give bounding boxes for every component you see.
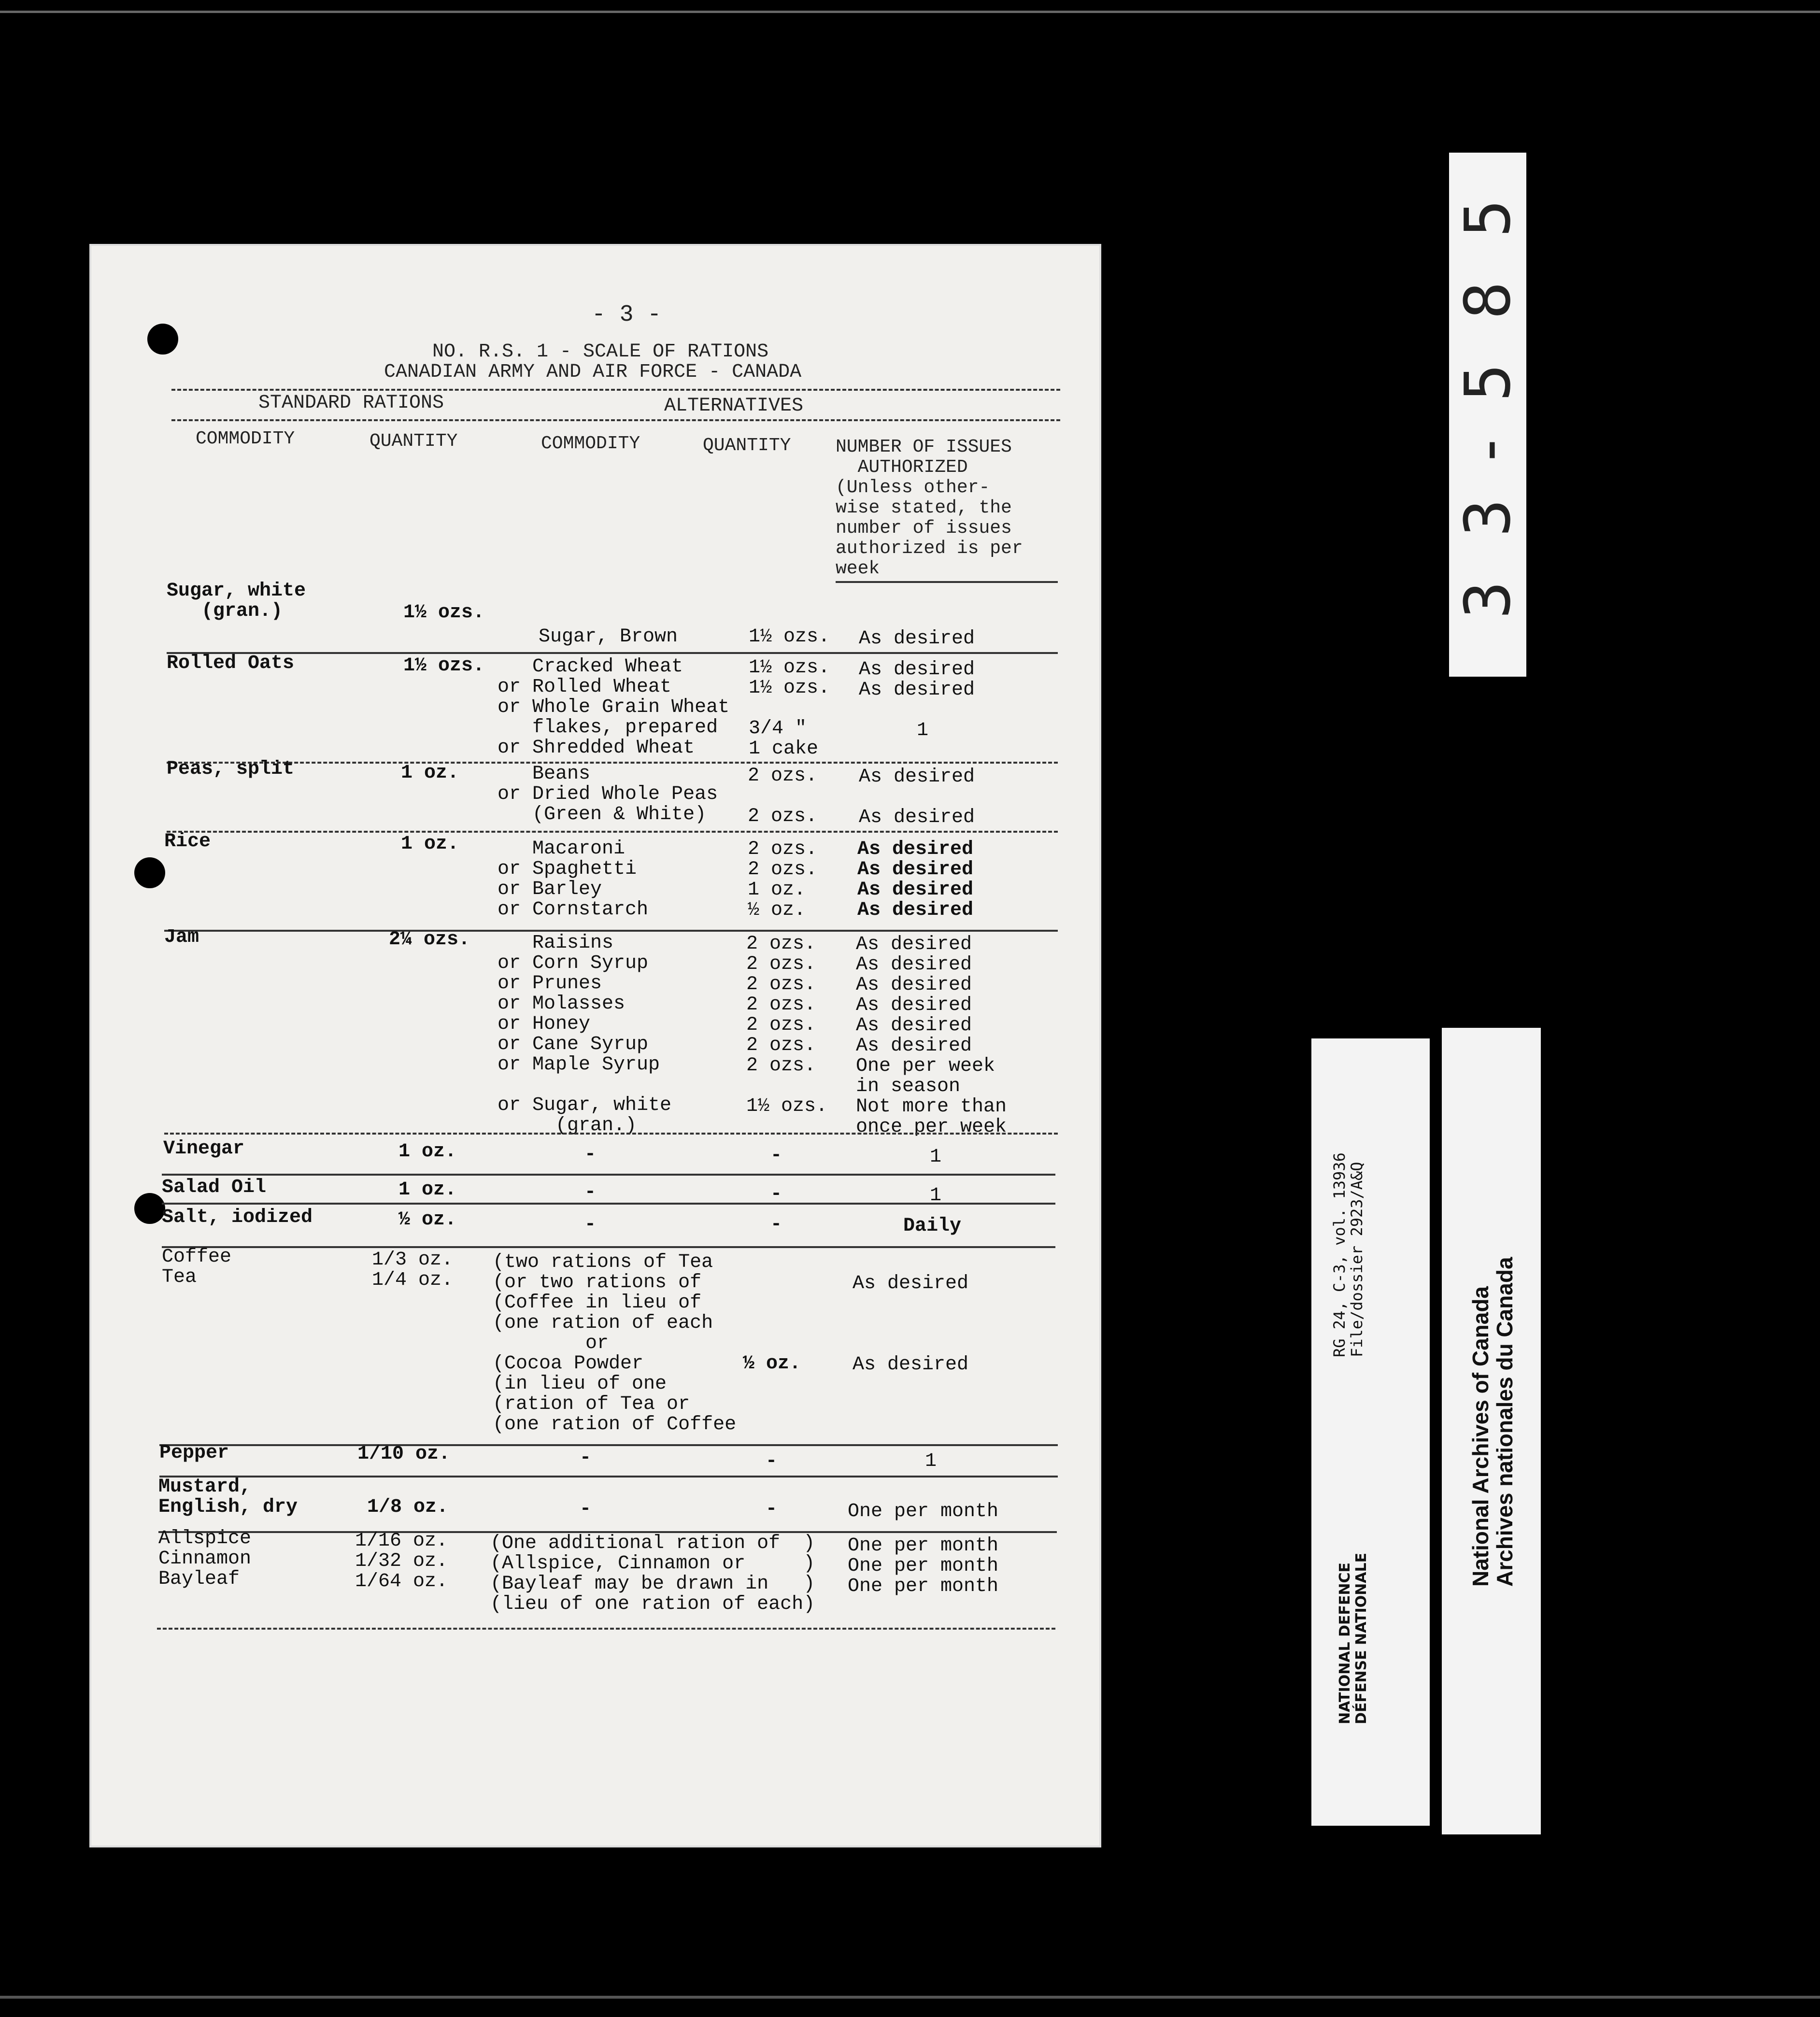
row-commodity: Peas, split [167, 758, 295, 780]
row-alt: (two rations of Tea (or two rations of (Coffee in lieu of (one ration of each or (Cocoa Powder (in lieu of one (ration of Tea or (one ration of Coffee [493, 1251, 737, 1435]
row-quantity: 1/8 oz. [367, 1496, 449, 1518]
row-quantity: 1 oz. [401, 833, 459, 855]
row-alt-qty: - [770, 1214, 782, 1236]
archive-reference-label [1311, 1038, 1430, 1826]
row-alt-qty: 2 ozs. 2 ozs. [748, 765, 818, 827]
row-commodity: Pepper [159, 1442, 229, 1464]
row-issues: 1 [930, 1185, 942, 1207]
row-alt: - [584, 1214, 597, 1236]
row-issues: Daily [903, 1215, 962, 1237]
divider [167, 652, 1058, 654]
row-quantity: 2¼ ozs. [389, 929, 470, 951]
row-issues: As desired As desired [853, 1273, 969, 1376]
row-quantity: 1 oz. [401, 762, 459, 784]
divider [162, 1246, 1055, 1248]
reference-line-1: RG 24, C-3, vol. 13936 [1330, 1152, 1349, 1357]
divider [164, 1133, 1058, 1135]
row-alt: Sugar, Brown [539, 626, 678, 648]
row-quantity: 1½ ozs. [403, 655, 485, 677]
alternatives-heading: ALTERNATIVES [664, 395, 804, 417]
row-commodity: Salt, iodized [162, 1207, 313, 1228]
row-alt: - [580, 1498, 592, 1520]
archives-name [1468, 1257, 1517, 1587]
row-alt-qty: - [766, 1498, 778, 1520]
row-commodity: Sugar, white (gran.) [167, 580, 306, 622]
row-quantity: 1/3 oz. 1/4 oz. [372, 1249, 454, 1291]
divider [157, 1628, 1055, 1630]
film-edge-top [0, 11, 1820, 13]
title-line-2: CANADIAN ARMY AND AIR FORCE - CANADA [384, 361, 802, 383]
punch-hole [134, 1193, 165, 1224]
divider [171, 389, 1060, 391]
film-edge-bottom [0, 1996, 1820, 1999]
frame-digit: 8 [1451, 281, 1524, 320]
divider [162, 1203, 1055, 1205]
frame-digit: 5 [1451, 363, 1524, 402]
archives-name-fr: Archives nationales du Canada [1492, 1257, 1517, 1587]
frame-digit: 5 [1451, 199, 1524, 238]
department-name [1337, 1553, 1370, 1724]
row-alt: Beans or Dried Whole Peas (Green & White) [498, 763, 718, 825]
row-alt-qty: - [770, 1183, 782, 1205]
punch-hole [134, 857, 165, 888]
archive-reference [1331, 1152, 1365, 1357]
standard-rations-heading: STANDARD RATIONS [258, 392, 444, 414]
col-quantity: QUANTITY [370, 431, 458, 452]
department-fr: DÉFENSE NATIONALE [1353, 1552, 1370, 1724]
punch-hole [147, 324, 178, 355]
row-alt: - [584, 1144, 597, 1165]
divider [159, 1444, 1058, 1446]
row-alt: Raisins or Corn Syrup or Prunes or Molasses or Honey or Cane Syrup or Maple Syrup or Sugar, white (gran.) [498, 932, 672, 1136]
row-issues: As desired As desired As desired As desired [857, 838, 974, 921]
row-alt: Cracked Wheat or Rolled Wheat or Whole Grain Wheat flakes, prepared or Shredded Wheat [498, 656, 730, 759]
row-commodity: Allspice Cinnamon Bayleaf [158, 1528, 252, 1590]
col-issues: NUMBER OF ISSUES AUTHORIZED (Unless other- wise stated, the number of issues authorized is per week [836, 437, 1023, 579]
frame-digit: - [1451, 431, 1524, 469]
frame-number-strip [1449, 153, 1526, 677]
row-alt-qty: 1½ ozs. [749, 626, 830, 648]
row-alt-qty: 2 ozs. 2 ozs. 1 oz. ½ oz. [748, 838, 818, 921]
frame-digit: 3 [1451, 581, 1524, 619]
divider [167, 831, 1058, 833]
row-alt-qty: ½ oz. [743, 1353, 801, 1375]
row-alt: Macaroni or Spaghetti or Barley or Cornstarch [498, 838, 649, 921]
row-issues: One per month One per month One per month [848, 1535, 999, 1597]
row-commodity: Rolled Oats [167, 653, 295, 674]
row-commodity: Jam [164, 926, 199, 948]
department-en: NATIONAL DEFENCE [1337, 1562, 1353, 1724]
row-alt: (One additional ration of ) (Allspice, Cinnamon or ) (Bayleaf may be drawn in ) (lieu of one ration of each) [490, 1533, 815, 1615]
row-alt-qty: 2 ozs. 2 ozs. 2 ozs. 2 ozs. 2 ozs. 2 ozs. 2 ozs. 1½ ozs. [746, 933, 828, 1117]
divider [164, 930, 1058, 932]
row-alt-qty: 1½ ozs. 1½ ozs. 3/4 " 1 cake [749, 657, 830, 760]
row-quantity: 1/16 oz. 1/32 oz. 1/64 oz. [355, 1530, 448, 1592]
row-issues: As desired As desired [859, 766, 975, 828]
col-commodity: COMMODITY [196, 428, 295, 449]
col-alt-quantity: QUANTITY [703, 435, 791, 456]
row-issues: As desired [859, 628, 975, 650]
title-line-1: NO. R.S. 1 - SCALE OF RATIONS [432, 341, 769, 363]
row-quantity: 1 oz. [398, 1179, 457, 1201]
row-issues: As desired As desired 1 [859, 659, 975, 741]
row-issues: As desired As desired As desired As desired As desired As desired One per week in season Not more than once per week [856, 934, 1007, 1138]
row-commodity: Rice [164, 831, 211, 852]
row-alt-qty: - [766, 1450, 778, 1472]
row-quantity: 1/10 oz. [357, 1443, 451, 1465]
row-issues: One per month [848, 1501, 999, 1522]
row-alt: - [584, 1181, 597, 1203]
reference-line-2: File/dossier 2923/A&Q [1348, 1162, 1366, 1357]
divider [162, 1174, 1055, 1176]
row-issues: 1 [925, 1450, 937, 1472]
archives-name-en: National Archives of Canada [1468, 1286, 1493, 1587]
row-alt: - [580, 1447, 592, 1469]
row-quantity: ½ oz. [398, 1209, 457, 1231]
divider [836, 581, 1058, 583]
row-alt-qty: - [770, 1145, 782, 1166]
divider [167, 762, 1058, 764]
row-commodity: Mustard, English, dry [158, 1476, 298, 1518]
divider [171, 419, 1060, 421]
row-commodity: Salad Oil [162, 1177, 267, 1198]
frame-digit: 3 [1451, 498, 1524, 537]
col-alt-commodity: COMMODITY [541, 433, 640, 454]
row-quantity: 1½ ozs. [403, 602, 485, 624]
row-commodity: Coffee Tea [162, 1246, 232, 1288]
row-quantity: 1 oz. [398, 1141, 457, 1163]
page-number: - 3 - [592, 302, 662, 328]
row-issues: 1 [930, 1146, 942, 1168]
document-title [384, 341, 843, 383]
row-commodity: Vinegar [163, 1138, 245, 1160]
